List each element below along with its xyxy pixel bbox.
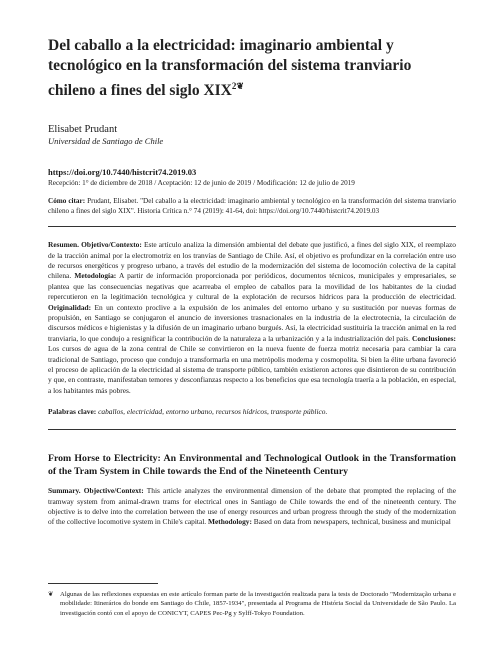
footnote [48, 590, 456, 618]
author-affiliation: Universidad de Santiago de Chile [48, 136, 164, 147]
footnote-mark: ❦ [48, 591, 54, 598]
english-title: From Horse to Electricity: An Environmental and Technological Outlook in the Transformation of the Tram System in Chile towards the End of the Nineteenth Century [48, 453, 456, 478]
section-divider [48, 226, 456, 227]
methodology-label: Metodología: [74, 271, 117, 281]
footnote-rule [48, 583, 158, 584]
abstract-label: Resumen. Objetivo/Contexto: [48, 240, 142, 250]
keywords-label: Palabras clave: [48, 407, 97, 417]
originality-label: Originalidad: [48, 302, 92, 312]
author-name: Elisabet Prudant [48, 124, 118, 136]
publication-dates: Recepción: 1° de diciembre de 2018 / Aceptación: 12 de junio de 2019 / Modificación: 12 de julio de 2019 [48, 179, 355, 188]
summary-label: Summary. Objective/Context: [48, 486, 144, 496]
abstract-en [48, 486, 456, 528]
citation-block [48, 196, 456, 216]
title-footnote-mark: 2❦ [231, 81, 244, 91]
citation-label: Cómo citar: [48, 197, 86, 206]
article-title [48, 36, 456, 101]
abstract-originality: En un contexto proclive a la expulsión de los animales del entorno urbano y su sustitución por nuevas formas de propulsión, en Santiago se conjugaron el anuncio de inversiones trasnacionales en la industria de la electrotecnia, la circulación de discursos médicos e higienistas y la difusión de un imaginario urbano burgués. Así, la electricidad sustituiría la tracción animal en la red tranviaria, lo que condujo a resignificar la contribución de la naturaleza a la urbanización y a la industrialización del país. [48, 302, 456, 343]
abstract-objective: Este artículo analiza la dimensión ambiental del debate que justificó, a fines del siglo XIX, el reemplazo de la tracción animal por la electromotriz en los tranvías de Santiago de Chile. Así, el objetivo es profundizar en la correlación entre uso de recursos energéticos y progreso urbano, a través del estudio de la modernización del sistema de locomoción colectiva de la capital chilena. [48, 240, 456, 281]
abstract-methodology: A partir de información proporcionada por periódicos, documentos técnicos, municipales y empresariales, se plantea que las consecuencias negativas que acarreaba el empleo de caballos para la movilidad de los habitantes de la ciudad repercutieron en la legitimación tecnológica y cultural de la explotación de recursos hídricos para la producción de electricidad. [48, 271, 456, 302]
keywords-list: caballos, electricidad, entorno urbano, recursos hídricos, transporte público. [98, 407, 328, 417]
citation-text: Prudant, Elisabet. "Del caballo a la electricidad: imaginario ambiental y tecnológico en la transformación del sistema tranviario chileno a fines del siglo XIX". Historia Crítica n.° 74 (2019): 41-64, doi: https://doi.org/10.7440/histcrit74.2019.03 [48, 197, 457, 216]
footnote-area [48, 583, 456, 618]
summary-text: This article analyzes the environmental dimension of the debate that prompted the replacing of the tramway system from animal-drawn trams for electrical ones in Santiago de Chile towards the end of the nineteenth century. The objective is to delve into the correlation between the use of energy resources and urban progress through the study of the modernization of the collective locomotive system in Chile's capital. [48, 486, 457, 527]
article-title-text: Del caballo a la electricidad: imaginario ambiental y tecnológico en la transformación del sistema tranviario chileno a fines del siglo XIX [48, 37, 412, 100]
abstract-conclusions: Los cursos de agua de la zona central de Chile se convirtieron en la nueva fuente de fuerza motriz necesaria para cambiar la cara tradicional de Santiago, proceso que condujo a transformarla en una metrópolis moderna y cosmopolita. Si bien la élite urbana favoreció el proceso de aplicación de la electricidad al sistema de transporte público, también existieron actores que disintieron de su contribución y que, en contraste, manifestaban temores y desconfianzas respecto a los beneficios que esa tecnología traería a la población, en especial, a los habitantes más pobres. [48, 344, 456, 395]
conclusions-label: Conclusiones: [412, 333, 456, 343]
doi-link[interactable]: https://doi.org/10.7440/histcrit74.2019.03 [48, 167, 197, 178]
en-methodology-text: Based on data from newspapers, technical, business and municipal [253, 517, 451, 527]
article-page [48, 36, 456, 528]
keywords-es [48, 407, 456, 417]
en-methodology-label: Methodology: [208, 517, 252, 527]
abstract-es [48, 240, 456, 396]
section-divider-en [48, 429, 456, 430]
footnote-text: Algunas de las reflexiones expuestas en este artículo forman parte de la investigación realizada para la tesis de Doctorado "Modernização urbana e mobilidade: Itinerários do bonde em Santiago do Chile, 1857-1934", presentada al Programa de História Social da Universidade de São Paulo. La investigación contó con el apoyo de CONICYT, CAPES Pec-Pg y Sylff-Tokyo Foundation. [60, 591, 456, 617]
